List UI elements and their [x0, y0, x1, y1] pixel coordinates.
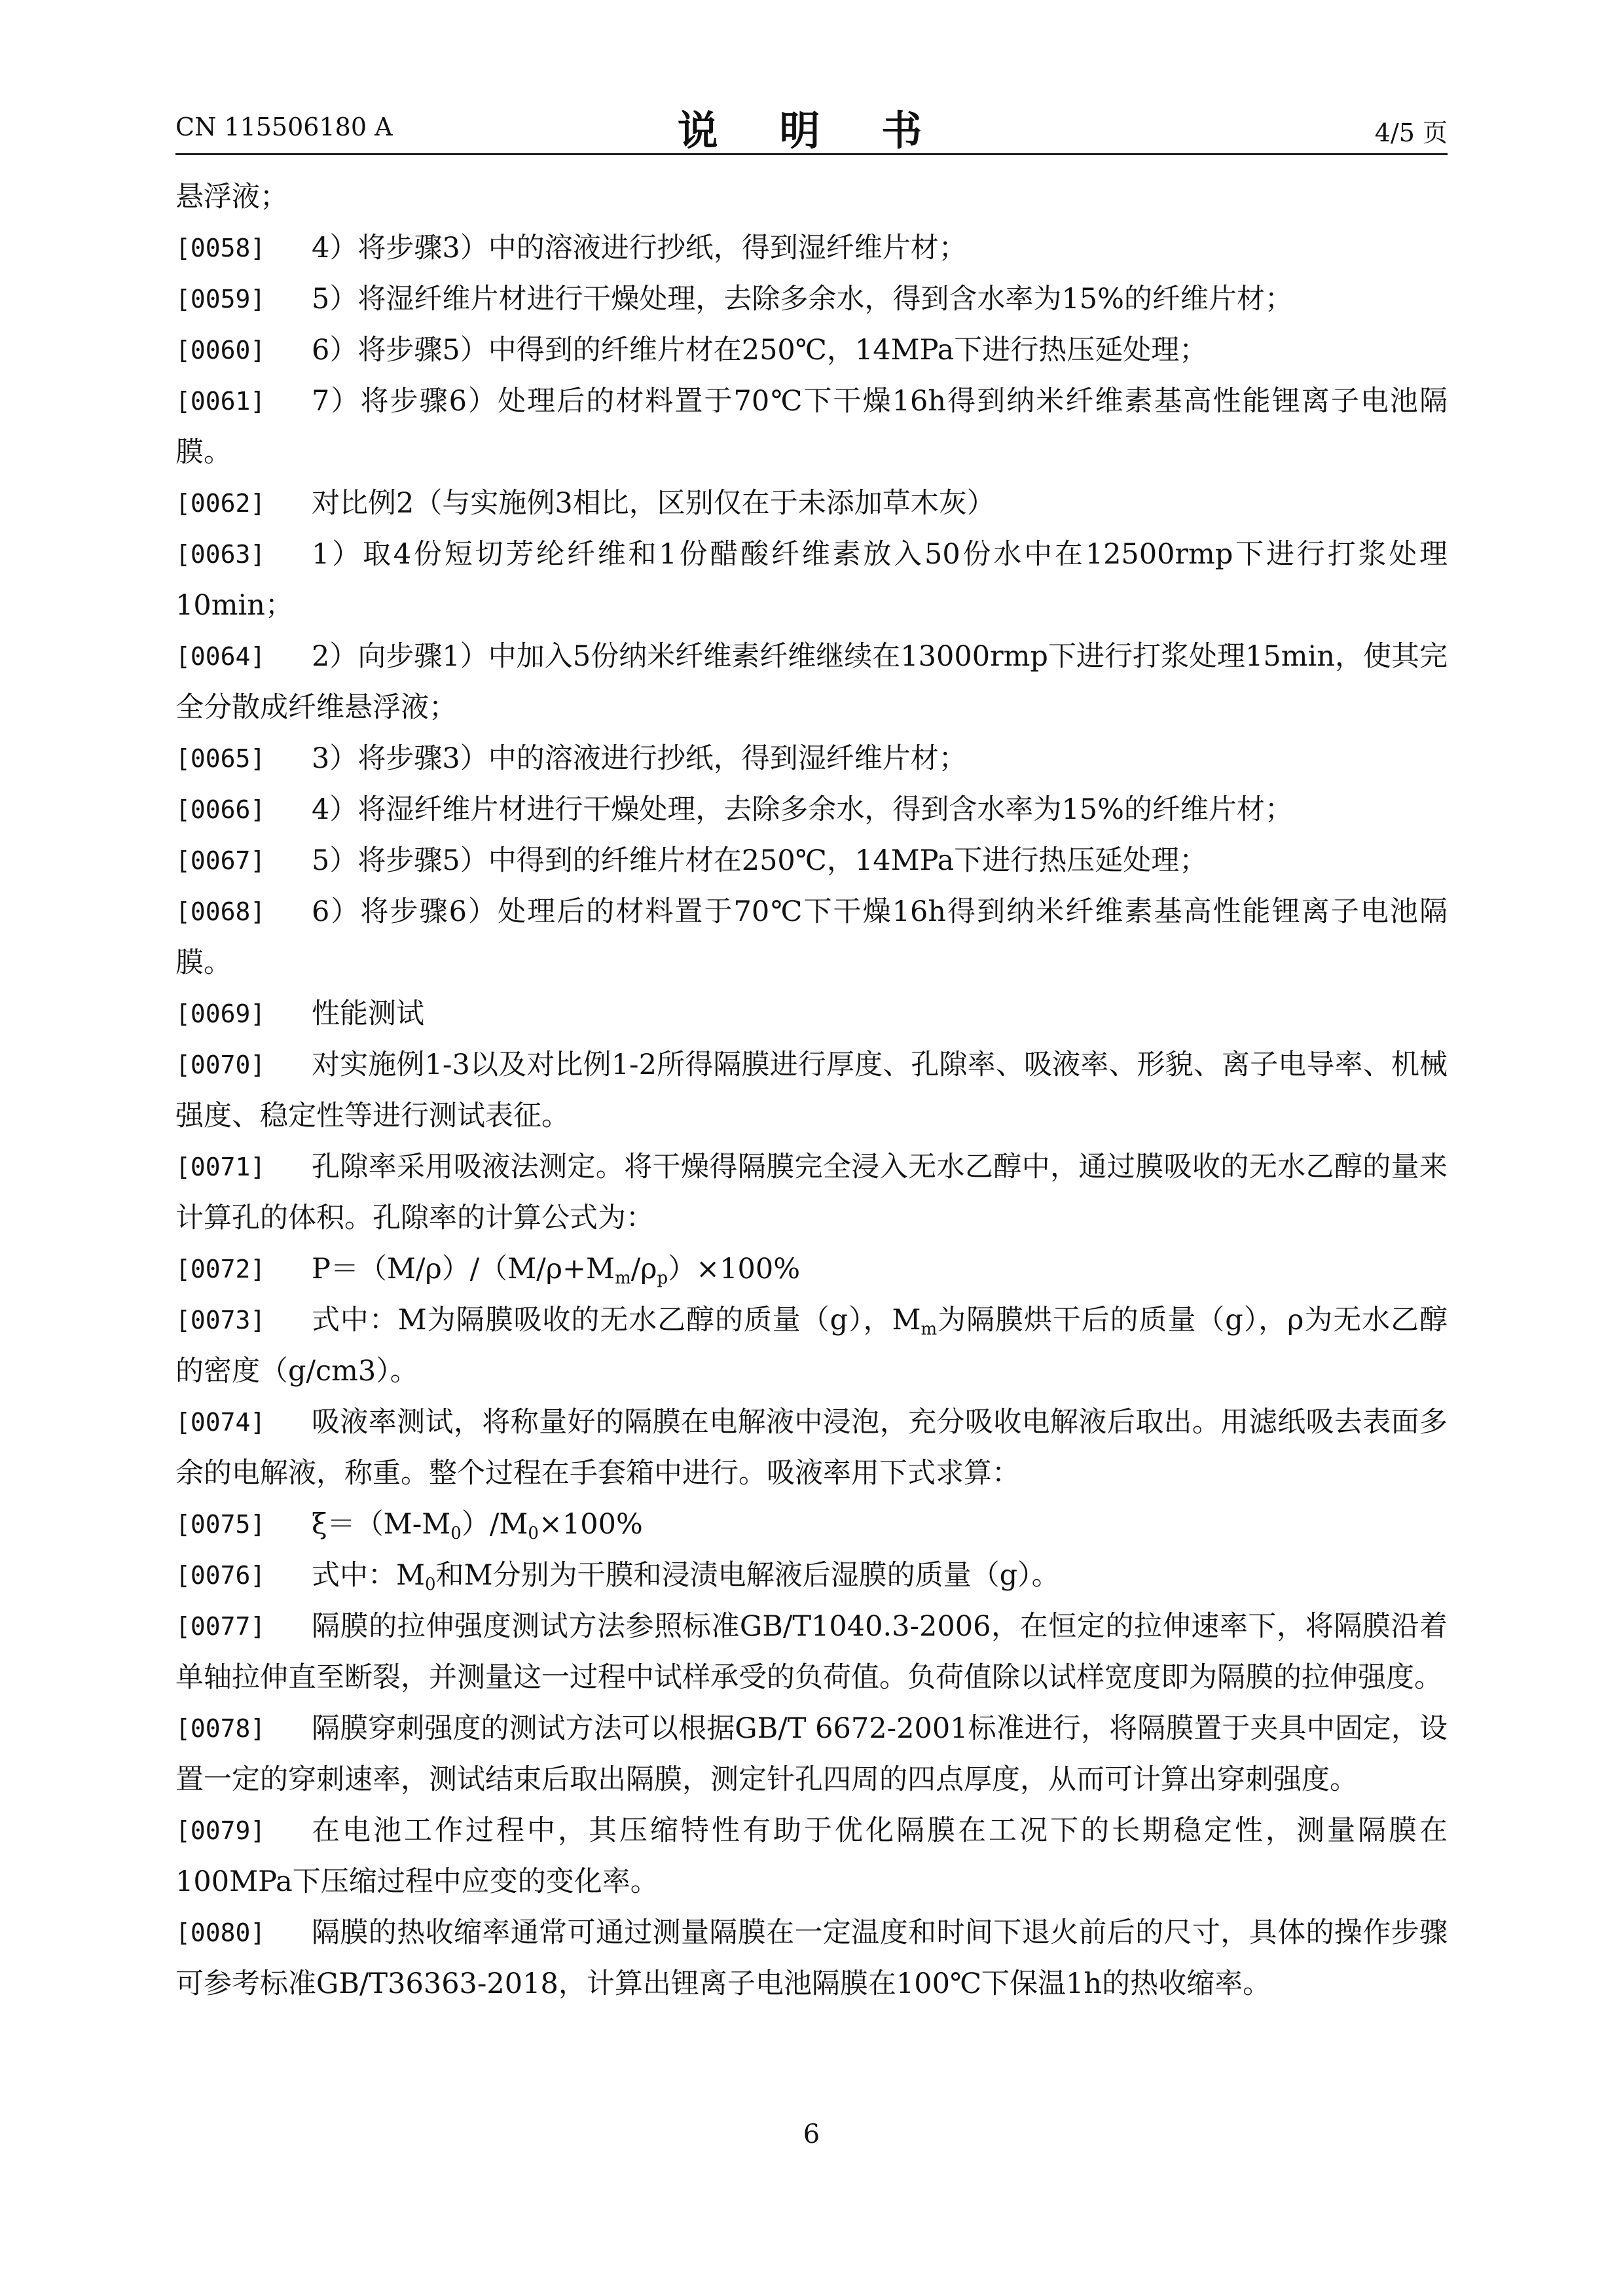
paragraph — [175, 274, 1448, 325]
paragraph — [175, 1907, 1448, 2009]
paragraph-text: 5）将湿纤维片材进行干燥处理，去除多余水，得到含水率为15%的纤维片材； — [312, 283, 1293, 315]
paragraph-text: 孔隙率采用吸液法测定。将干燥得隔膜完全浸入无水乙醇中，通过膜吸收的无水乙醇的量来计算孔的体积。孔隙率的计算公式为： — [175, 1151, 1448, 1234]
formula-paragraph — [175, 1244, 1448, 1295]
paragraph-text: 吸液率测试，将称量好的隔膜在电解液中浸泡，充分吸收电解液后取出。用滤纸吸去表面多余的电解液，称重。整个过程在手套箱中进行。吸液率用下式求算： — [175, 1406, 1448, 1490]
paragraph-text: 3）将步骤3）中的溶液进行抄纸，得到湿纤维片材； — [312, 742, 967, 775]
formula-part: ）×100% — [668, 1253, 801, 1285]
paragraph-text — [312, 1559, 1060, 1592]
paragraph-text: 在电池工作过程中，其压缩特性有助于优化隔膜在工况下的长期稳定性，测量隔膜在100MPa下压缩过程中应变的变化率。 — [175, 1814, 1448, 1898]
paragraph-text: 4）将步骤3）中的溶液进行抄纸，得到湿纤维片材； — [312, 232, 967, 264]
page-header — [175, 98, 1448, 154]
paragraph — [175, 1295, 1448, 1397]
paragraph-text: 6）将步骤5）中得到的纤维片材在250℃，14MPa下进行热压延处理； — [312, 334, 1208, 367]
paragraph — [175, 325, 1448, 376]
paragraph-number: [0061] — [175, 387, 266, 416]
paragraph — [175, 631, 1448, 733]
paragraph — [175, 1039, 1448, 1141]
paragraph-number: [0071] — [175, 1153, 266, 1181]
formula-part: P＝（M/ρ）/（M/ρ+M — [312, 1253, 615, 1285]
paragraph-number: [0080] — [175, 1918, 266, 1947]
formula-part: ）/M — [461, 1508, 528, 1541]
paragraph — [175, 529, 1448, 631]
paragraph-number: [0066] — [175, 795, 266, 824]
formula-subscript: m — [615, 1268, 631, 1288]
paragraph — [175, 1703, 1448, 1805]
paragraph — [175, 1397, 1448, 1499]
paragraph — [175, 171, 1448, 223]
paragraph — [175, 1601, 1448, 1703]
paragraph-number: [0073] — [175, 1306, 266, 1335]
paragraph-text: 7）将步骤6）处理后的材料置于70℃下干燥16h得到纳米纤维素基高性能锂离子电池隔膜。 — [175, 385, 1448, 469]
formula-paragraph — [175, 1499, 1448, 1550]
paragraph-number: [0078] — [175, 1714, 266, 1743]
paragraph-number: [0063] — [175, 540, 266, 569]
formula-part: ξ＝（M-M — [312, 1508, 451, 1541]
formula-subscript: p — [657, 1268, 668, 1288]
patent-number: CN 115506180 A — [175, 113, 393, 141]
paragraph — [175, 376, 1448, 478]
page-number: 6 — [803, 2119, 820, 2149]
paragraph-number: [0069] — [175, 999, 266, 1028]
paragraph — [175, 1550, 1448, 1601]
paragraph-number: [0060] — [175, 336, 266, 365]
formula-part: /ρ — [630, 1253, 657, 1285]
paragraph-number: [0065] — [175, 744, 266, 773]
paragraph-text — [175, 1304, 1448, 1388]
text-part: 为隔膜烘干后的质量（g），ρ为无水乙醇的密度（g/cm3）。 — [175, 1304, 1448, 1388]
paragraph-number: [0062] — [175, 489, 266, 518]
paragraph-text: 1）取4份短切芳纶纤维和1份醋酸纤维素放入50份水中在12500rmp下进行打浆处理10min； — [175, 538, 1448, 622]
paragraph — [175, 733, 1448, 784]
text-part: 式中：M — [312, 1559, 426, 1592]
text-part: 式中：M为隔膜吸收的无水乙醇的质量（g），M — [312, 1304, 921, 1336]
paragraph-number: [0079] — [175, 1816, 266, 1845]
formula-subscript: m — [921, 1319, 938, 1339]
paragraph — [175, 784, 1448, 835]
absorption-formula — [312, 1508, 643, 1541]
paragraph-number: [0070] — [175, 1050, 266, 1079]
paragraph — [175, 223, 1448, 274]
paragraph — [175, 1141, 1448, 1244]
paragraph — [175, 835, 1448, 886]
paragraph-text: 隔膜的热收缩率通常可通过测量隔膜在一定温度和时间下退火前后的尺寸，具体的操作步骤可参考标准GB/T36363-2018，计算出锂离子电池隔膜在100℃下保温1h的热收缩率。 — [175, 1916, 1448, 2000]
formula-subscript: 0 — [528, 1524, 539, 1543]
porosity-formula — [312, 1253, 801, 1288]
paragraph-number: [0058] — [175, 234, 266, 262]
paragraph-text: 5）将步骤5）中得到的纤维片材在250℃，14MPa下进行热压延处理； — [312, 844, 1208, 877]
paragraph — [175, 478, 1448, 529]
paragraph-text: 4）将湿纤维片材进行干燥处理，去除多余水，得到含水率为15%的纤维片材； — [312, 793, 1293, 826]
paragraph-text: 悬浮液； — [175, 181, 288, 213]
paragraph-number: [0064] — [175, 642, 266, 671]
paragraph-text: 性能测试 — [312, 997, 424, 1030]
formula-part: ×100% — [538, 1508, 643, 1541]
paragraph-text: 隔膜的拉伸强度测试方法参照标准GB/T1040.3-2006，在恒定的拉伸速率下，将隔膜沿着单轴拉伸直至断裂，并测量这一过程中试样承受的负荷值。负荷值除以试样宽度即为隔膜的拉伸强度。 — [175, 1610, 1448, 1694]
paragraph-text: 对比例2（与实施例3相比，区别仅在于未添加草木灰） — [312, 487, 995, 520]
page-reference: 4/5 页 — [1374, 118, 1448, 147]
header-rule — [175, 153, 1448, 155]
document-body — [175, 171, 1448, 2009]
paragraph-text: 隔膜穿刺强度的测试方法可以根据GB/T 6672-2001标准进行，将隔膜置于夹具中固定，设置一定的穿刺速率，测试结束后取出隔膜，测定针孔四周的四点厚度，从而可计算出穿刺强度。 — [175, 1712, 1448, 1796]
paragraph — [175, 1805, 1448, 1907]
document-title: 说 明 书 — [677, 107, 946, 154]
paragraph-number: [0077] — [175, 1612, 266, 1641]
paragraph-number: [0072] — [175, 1255, 266, 1283]
formula-subscript: 0 — [450, 1524, 462, 1543]
paragraph-number: [0068] — [175, 897, 266, 926]
paragraph-number: [0074] — [175, 1408, 266, 1437]
paragraph-number: [0059] — [175, 285, 266, 314]
paragraph-text: 对实施例1-3以及对比例1-2所得隔膜进行厚度、孔隙率、吸液率、形貌、离子电导率、机械强度、稳定性等进行测试表征。 — [175, 1049, 1448, 1132]
paragraph-number: [0067] — [175, 846, 266, 875]
paragraph-number: [0075] — [175, 1510, 266, 1539]
paragraph-text: 2）向步骤1）中加入5份纳米纤维素纤维继续在13000rmp下进行打浆处理15min，使其完全分散成纤维悬浮液； — [175, 640, 1448, 724]
paragraph — [175, 886, 1448, 988]
text-part: 和M分别为干膜和浸渍电解液后湿膜的质量（g）。 — [435, 1559, 1060, 1592]
paragraph — [175, 988, 1448, 1039]
paragraph-number: [0076] — [175, 1561, 266, 1590]
paragraph-text: 6）将步骤6）处理后的材料置于70℃下干燥16h得到纳米纤维素基高性能锂离子电池隔膜。 — [175, 895, 1448, 979]
formula-subscript: 0 — [425, 1575, 436, 1594]
